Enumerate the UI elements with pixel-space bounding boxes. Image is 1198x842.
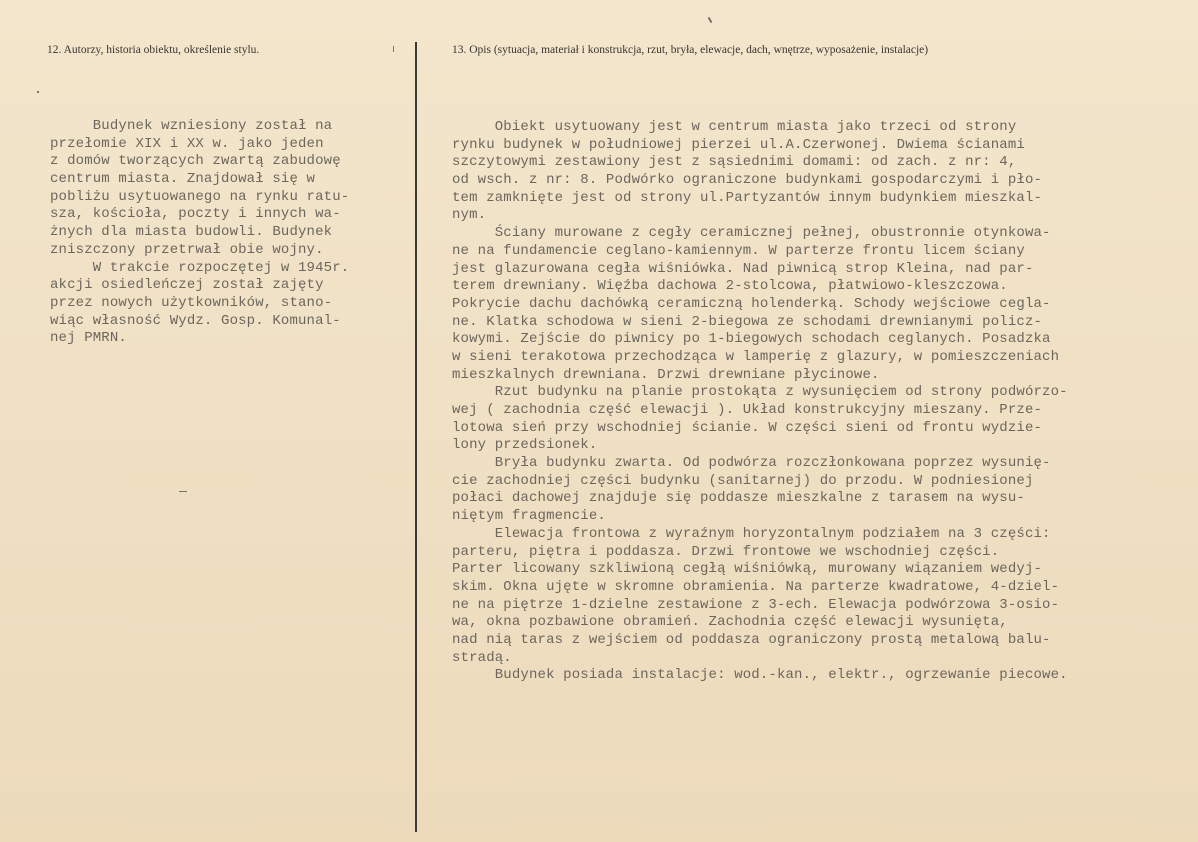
section-13-text-line: lotowa sień przy wschodniej ścianie. W części sieni od frontu wydzie- [452,419,1043,436]
section-12-text-line: sza, kościoła, poczty i innych wa- [50,206,341,223]
section-13-text-line: Budynek posiada instalacje: wod.-kan., elektr., ogrzewanie piecowe. [452,667,1068,684]
section-13-text-line: cie zachodniej części budynku (sanitarnej) do przodu. W podniesionej [452,472,1034,489]
section-13-text-line: rynku budynek w południowej pierzei ul.A.Czerwonej. Dwiema ścianami [452,136,1025,153]
section-13-text-line: kowymi. Zejście do piwnicy po 1-biegowych schodach ceglanych. Posadzka [452,331,1051,348]
section-13-text-line: Parter licowany szkliwioną cegłą wiśniówką, murowany wiązaniem wedyj- [452,561,1043,578]
section-12-text-line: W trakcie rozpoczętej w 1945r. [50,259,350,276]
section-13-text-line: skim. Okna ujęte w skromne obramienia. Na parterze kwadratowe, 4-dziel- [452,578,1060,595]
section-13-text-line: ne na fundamencie ceglano-kamiennym. W parterze frontu licem ściany [452,242,1025,259]
section-12-text-line: akcji osiedleńczej został zajęty [50,277,324,294]
section-12-text-line: Budynek wzniesiony został na [50,118,333,134]
stray-mark [708,17,713,23]
section-12-text-line: przez nowych użytkowników, stano- [50,294,333,311]
section-13-text-line: mieszkalnych drewniana. Drzwi drewniane płycinowe. [452,366,880,383]
section-12-text-line: wiąc własność Wydz. Gosp. Komunal- [50,312,341,329]
section-13-body [452,119,1068,685]
section-13-text-line: wej ( zachodnia część elewacji ). Układ konstrukcyjny mieszany. Prze- [452,402,1043,418]
section-13-text-line: wa, okna pozbawione obramień. Zachodnia część elewacji wysunięta, [452,614,1008,631]
section-13-text-line: terem drewniany. Więźba dachowa 2-stolcowa, płatwiowo-kleszczowa. [452,278,1008,295]
section-13-text-line: Elewacja frontowa z wyraźnym horyzontalnym podziałem na 3 części: [452,525,1051,542]
section-13-text-line: lony przedsionek. [452,437,598,454]
stray-mark [179,491,187,492]
section-13-text-line: w sieni terakotowa przechodząca w lamperię z glazury, w pomieszczeniach [452,348,1060,365]
section-13-heading: 13. Opis (sytuacja, materiał i konstrukcja, rzut, bryła, elewacje, dach, wnętrze, wyposażenie, instalacje) [452,44,929,56]
column-divider [415,42,417,832]
section-12-text-line: zniszczony przetrwał obie wojny. [50,241,324,258]
section-13-text-line: stradą. [452,649,512,666]
stray-mark [393,46,394,52]
section-13-text-line: nym. [452,207,487,224]
section-13-text-line: połaci dachowej znajduje się poddasze mieszkalne z tarasem na wysu- [452,490,1025,507]
section-13-text-line: tem zamknięte jest od strony ul.Partyzantów innym budynkiem mieszkal- [452,189,1043,206]
section-12-heading: 12. Autorzy, historia obiektu, określenie stylu. [47,44,260,56]
section-13-text-line: szczytowymi zestawiony jest z sąsiednimi domami: od zach. z nr: 4, [452,154,1017,171]
section-13-text-line: Bryła budynku zwarta. Od podwórza rozczłonkowana poprzez wysunię- [452,455,1051,472]
section-13-text-line: niętym fragmencie. [452,508,606,525]
section-13-text-line: jest glazurowana cegła wiśniówka. Nad piwnicą strop Kleina, nad par- [452,260,1034,277]
section-12-text-line: pobliżu usytuowanego na rynku ratu- [50,188,350,205]
section-12-text-line: nej PMRN. [50,330,127,347]
section-12-text-line: żnych dla miasta budowli. Budynek [50,224,333,241]
section-12-text-line: centrum miasta. Znajdował się w [50,171,316,188]
section-13-text-line: Rzut budynku na planie prostokąta z wysunięciem od strony podwórzo- [452,384,1068,401]
section-13-text-line: Ściany murowane z cegły ceramicznej pełnej, obustronnie otynkowa- [452,225,1051,242]
section-13-text-line: Pokrycie dachu dachówką ceramiczną holenderką. Schody wejściowe cegla- [452,295,1051,312]
section-12-text-line: z domów tworzących zwartą zabudowę [50,153,341,170]
section-13-text-line: nad nią taras z wejściem od poddasza ograniczony prostą metalową balu- [452,631,1051,648]
section-12-text-line: przełomie XIX i XX w. jako jeden [50,135,324,152]
section-12-body [50,118,349,348]
section-13-text-line: parteru, piętra i poddasza. Drzwi frontowe we wschodniej części. [452,543,1000,560]
section-13-text-line: ne na piętrze 1-dzielne zestawione z 3-ech. Elewacja podwórzowa 3-osio- [452,596,1060,613]
stray-mark [37,91,39,93]
section-13-text-line: Obiekt usytuowany jest w centrum miasta jako trzeci od strony [452,119,1017,135]
section-13-text-line: od wsch. z nr: 8. Podwórko ograniczone budynkami gospodarczymi i pło- [452,172,1043,189]
section-13-text-line: ne. Klatka schodowa w sieni 2-biegowa ze schodami drewnianymi policz- [452,313,1043,330]
